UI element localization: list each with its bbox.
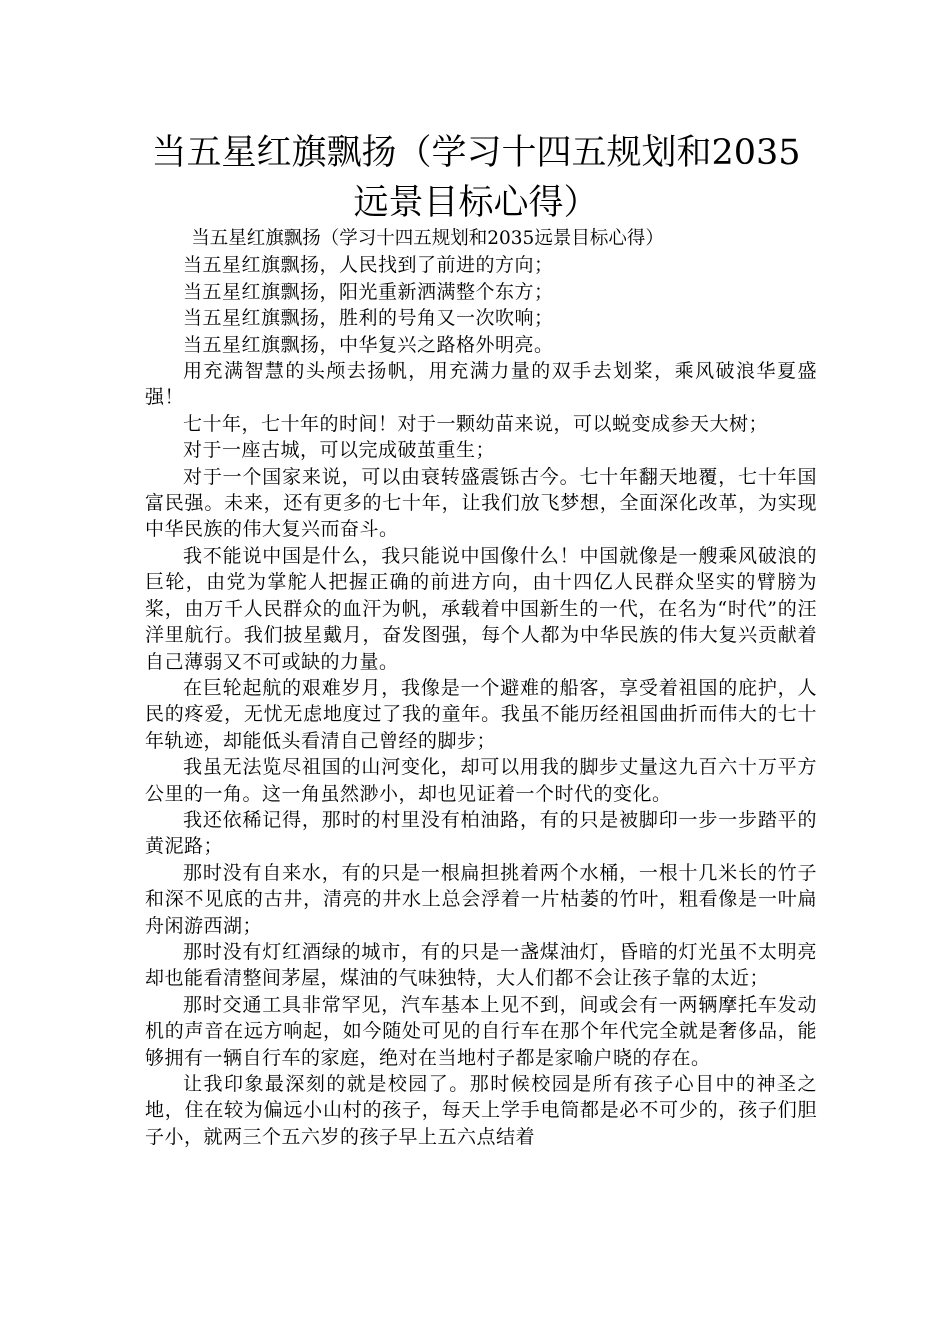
paragraph: 让我印象最深刻的就是校园了。那时候校园是所有孩子心目中的神圣之地，住在较为偏远小山村的孩子，每天上学手电筒都是必不可少的，孩子们胆子小，就两三个五六岁的孩子早上五六点结着 — [145, 1073, 817, 1148]
paragraph: 当五星红旗飘扬，中华复兴之路格外明亮。 — [183, 333, 554, 356]
paragraph: 那时交通工具非常罕见，汽车基本上见不到，间或会有一两辆摩托车发动机的声音在远方响起，如今随处可见的自行车在那个年代完全就是奢侈品，能够拥有一辆自行车的家庭，绝对在当地村子都是家喻户晓的存在。 — [145, 993, 817, 1069]
paragraph: 七十年，七十年的时间！对于一颗幼苗来说，可以蜕变成参天大树； — [183, 412, 769, 435]
paragraph: 对于一座古城，可以完成破茧重生； — [183, 439, 496, 462]
paragraph: 我不能说中国是什么，我只能说中国像什么！中国就像是一艘乘风破浪的巨轮，由党为掌舵人把握正确的前进方向，由十四亿人民群众坚实的臂膀为桨，由万千人民群众的血汗为帆，承载着中国新生的一代，在名为“时代”的汪洋里航行。我们披星戴月，奋发图强，每个人都为中华民族的伟大复兴贡献着自己薄弱又不可或缺的力量。 — [145, 544, 817, 673]
paragraph: 用充满智慧的头颅去扬帆，用充满力量的双手去划桨，乘风破浪华夏盛强！ — [145, 360, 817, 409]
paragraph: 我虽无法览尽祖国的山河变化，却可以用我的脚步丈量这九百六十万平方公里的一角。这一角虽然渺小，却也见证着一个时代的变化。 — [145, 756, 817, 805]
paragraph: 那时没有灯红酒绿的城市，有的只是一盏煤油灯，昏暗的灯光虽不太明亮却也能看清整间茅屋，煤油的气味独特，大人们都不会让孩子靠的太近； — [145, 940, 817, 990]
paragraph: 当五星红旗飘扬（学习十四五规划和2035远景目标心得） — [191, 228, 664, 249]
paragraph: 当五星红旗飘扬，人民找到了前进的方向； — [183, 254, 554, 277]
paragraph: 对于一个国家来说，可以由衰转盛震铄古今。七十年翻天地覆，七十年国富民强。未来，还有更多的七十年，让我们放飞梦想，全面深化改革，为实现中华民族的伟大复兴而奋斗。 — [145, 465, 817, 541]
paragraph: 在巨轮起航的艰难岁月，我像是一个避难的船客，享受着祖国的庇护，人民的疼爱，无忧无虑地度过了我的童年。我虽不能历经祖国曲折而伟大的七十年轨迹，却能低头看清自己曾经的脚步； — [145, 676, 817, 752]
paragraph: 我还依稀记得，那时的村里没有柏油路，有的只是被脚印一步一步踏平的黄泥路； — [145, 808, 817, 858]
paragraph: 当五星红旗飘扬，阳光重新洒满整个东方； — [183, 280, 554, 303]
document-body — [145, 226, 817, 1150]
document-title: 当五星红旗飘扬（学习十四五规划和2035远景目标心得） — [151, 133, 801, 223]
paragraph: 当五星红旗飘扬，胜利的号角又一次吹响； — [183, 307, 554, 330]
paragraph: 那时没有自来水，有的只是一根扁担挑着两个水桶，一根十几米长的竹子和深不见底的古井，清亮的井水上总会浮着一片枯萎的竹叶，粗看像是一叶扁舟闲游西湖； — [145, 861, 817, 937]
